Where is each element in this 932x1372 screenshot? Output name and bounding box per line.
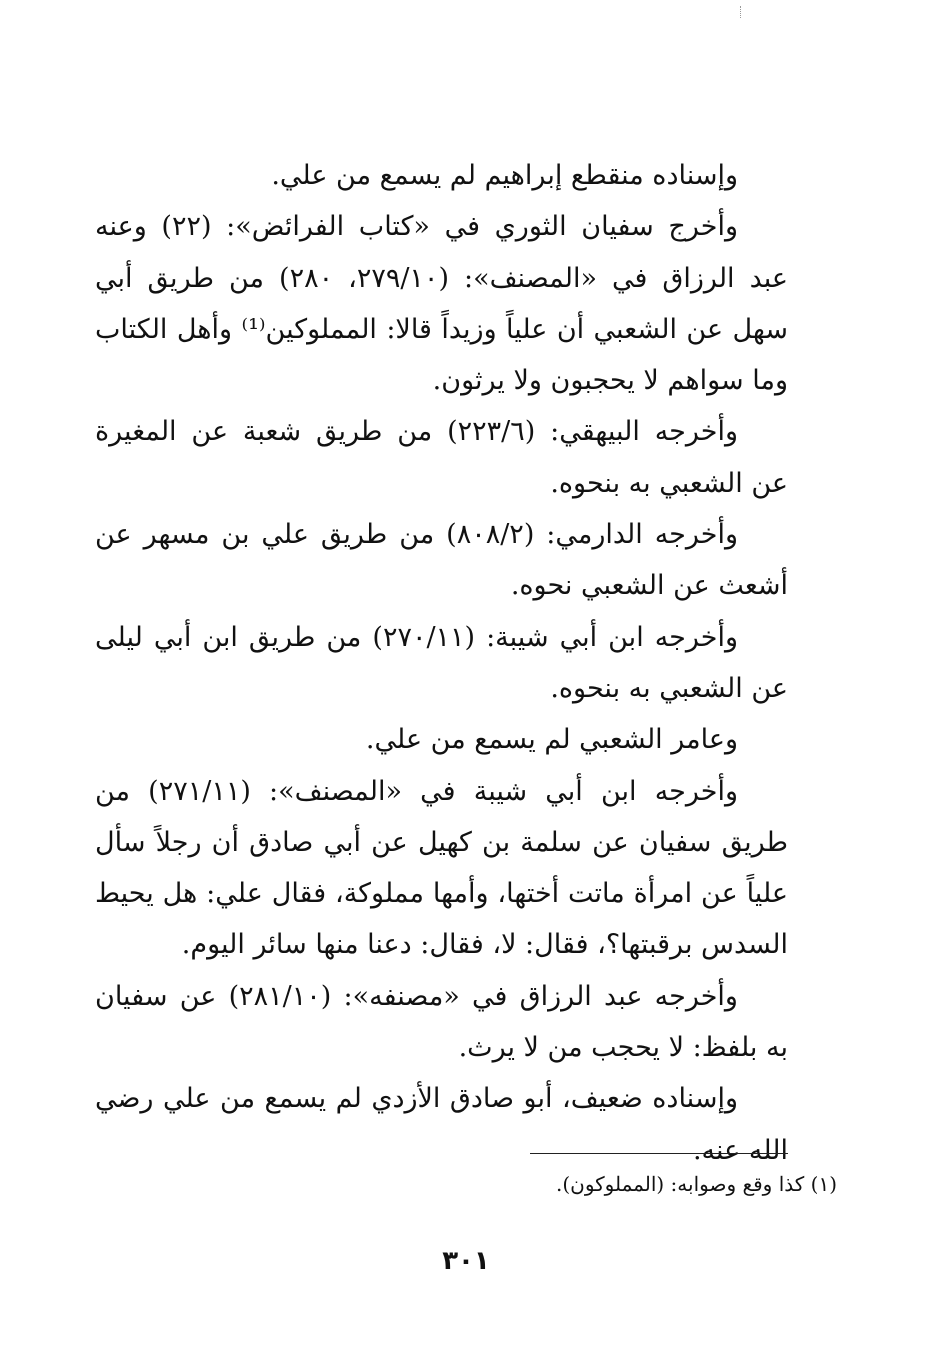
paragraph: وأخرجه ابن أبي شيبة في «المصنف»: (٢٧١/١١) من طريق سفيان عن سلمة بن كهيل عن أبي صادق أن رجلاً سأل علياً عن امرأة ماتت أختها، وأمها مملوكة، فقال علي: هل يحيط السدس برقبتها؟، فقال: لا، فقال: دعنا منها سائر اليوم. <box>95 775 788 961</box>
main-text <box>95 150 788 1176</box>
paragraph: وعامر الشعبي لم يسمع من علي. <box>365 724 738 756</box>
paragraph: وأخرجه ابن أبي شيبة: (٢٧٠/١١) من طريق ابن أبي ليلى عن الشعبي به بنحوه. <box>95 621 788 704</box>
scan-mark <box>740 6 743 18</box>
paragraph: وأخرج سفيان الثوري في «كتاب الفرائض»: (٢٢) وعنه عبد الرزاق في «المصنف»: (٢٧٩/١٠، ٢٨٠) من طريق أبي سهل عن الشعبي أن علياً وزيداً قالا: المملوكين⁽¹⁾ وأهل الكتاب وما سواهم لا يحجبون ولا يرثون. <box>95 211 788 397</box>
paragraph: وأخرجه عبد الرزاق في «مصنفه»: (٢٨١/١٠) عن سفيان به بلفظ: لا يحجب من لا يرث. <box>95 980 788 1064</box>
page-number: ٣٠١ <box>442 1246 490 1276</box>
paragraph: وأخرجه البيهقي: (٢٢٣/٦) من طريق شعبة عن المغيرة عن الشعبي به بنحوه. <box>95 416 788 499</box>
footnote-divider <box>530 1153 788 1154</box>
paragraph: وإسناده ضعيف، أبو صادق الأزدي لم يسمع من علي رضي الله عنه. <box>95 1083 788 1166</box>
paragraph: وأخرجه الدارمي: (٨٠٨/٢) من طريق علي بن مسهر عن أشعث عن الشعبي نحوه. <box>95 519 788 602</box>
paragraph: وإسناده منقطع إبراهيم لم يسمع من علي. <box>271 160 738 191</box>
footnote: (١) كذا وقع وصوابه: (المملوكون). <box>555 1172 837 1196</box>
